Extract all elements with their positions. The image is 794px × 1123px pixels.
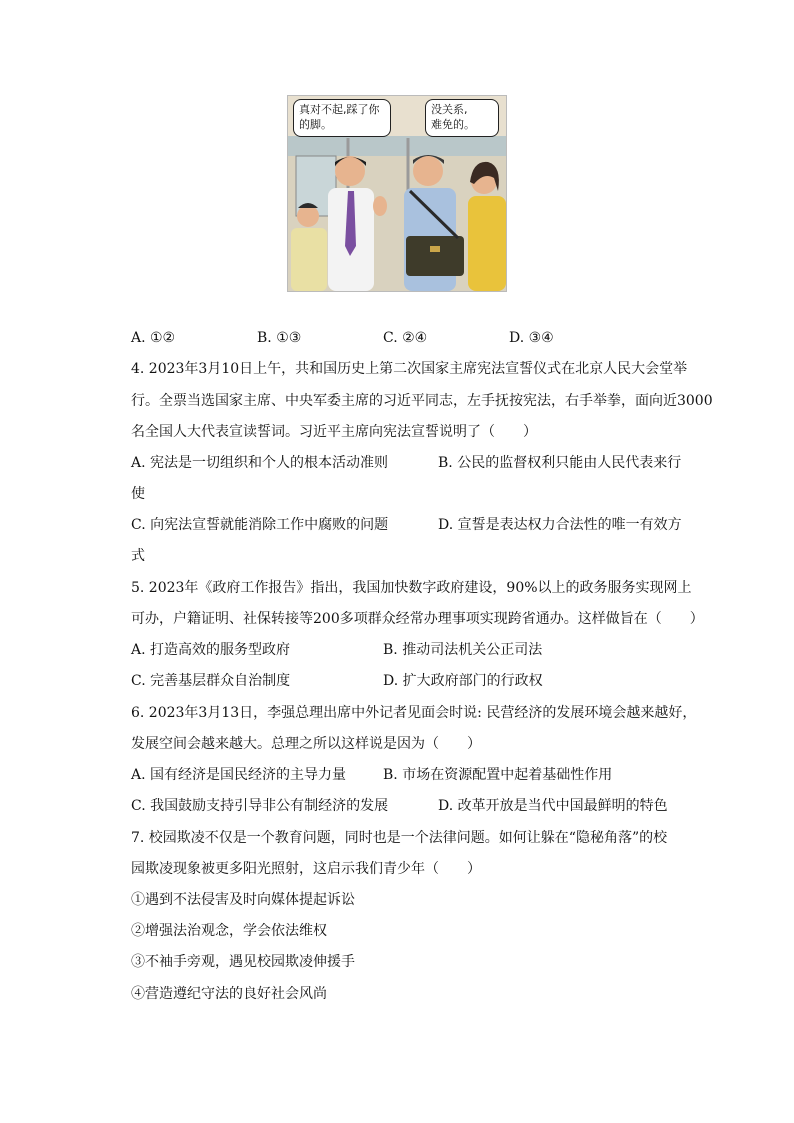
q6-stem-line-2: 发展空间会越来越大。总理之所以这样说是因为（ ） bbox=[131, 736, 481, 752]
q5-stem-line-1: 5. 2023年《政府工作报告》指出，我国加快数字政府建设，90%以上的政务服务实现网上 bbox=[131, 580, 692, 596]
q5-option-a: A. 打造高效的服务型政府 bbox=[131, 642, 291, 658]
q4-option-b: B. 公民的监督权利只能由人民代表来行 bbox=[438, 455, 682, 471]
q4-option-b-cont: 使 bbox=[131, 486, 145, 502]
q4-stem-line-3: 名全国人大代表宣读誓词。习近平主席向宪法宣誓说明了（ ） bbox=[131, 424, 537, 440]
q4-stem-line-2: 行。全票当选国家主席、中央军委主席的习近平同志，左手抚按宪法，右手举拳，面向近3000 bbox=[131, 393, 713, 409]
q7-item-1: ①遇到不法侵害及时向媒体提起诉讼 bbox=[131, 892, 355, 908]
comic-illustration bbox=[287, 95, 507, 292]
q4-stem-line-1: 4. 2023年3月10日上午，共和国历史上第二次国家主席宪法宣誓仪式在北京人民大会堂举 bbox=[131, 361, 688, 377]
q5-option-b: B. 推动司法机关公正司法 bbox=[383, 642, 543, 658]
speech-bubble-apology: 真对不起,踩了你 的脚。 bbox=[293, 99, 391, 137]
q7-item-2: ②增强法治观念，学会依法维权 bbox=[131, 923, 327, 939]
q6-stem-line-1: 6. 2023年3月13日，李强总理出席中外记者见面会时说: 民营经济的发展环境会越来越好， bbox=[131, 705, 697, 721]
q6-option-a: A. 国有经济是国民经济的主导力量 bbox=[131, 767, 347, 783]
q5-option-d: D. 扩大政府部门的行政权 bbox=[383, 673, 543, 689]
q3-option-d: D. ③④ bbox=[509, 330, 554, 346]
q7-stem-line-2: 园欺凌现象被更多阳光照射，这启示我们青少年（ ） bbox=[131, 861, 481, 877]
q3-option-c: C. ②④ bbox=[383, 330, 428, 346]
q4-option-c: C. 向宪法宣誓就能消除工作中腐败的问题 bbox=[131, 517, 389, 533]
q5-stem-line-2: 可办，户籍证明、社保转接等200多项群众经常办理事项实现跨省通办。这样做旨在（ ） bbox=[131, 611, 704, 627]
q4-option-d-cont: 式 bbox=[131, 548, 145, 564]
q7-item-3: ③不袖手旁观，遇见校园欺凌伸援手 bbox=[131, 954, 355, 970]
q4-option-d: D. 宣誓是表达权力合法性的唯一有效方 bbox=[438, 517, 682, 533]
q6-option-d: D. 改革开放是当代中国最鲜明的特色 bbox=[438, 798, 668, 814]
q7-item-4: ④营造遵纪守法的良好社会风尚 bbox=[131, 986, 327, 1002]
q3-option-a: A. ①② bbox=[131, 330, 176, 346]
q5-option-c: C. 完善基层群众自治制度 bbox=[131, 673, 291, 689]
speech-bubble-reply: 没关系, 难免的。 bbox=[425, 99, 499, 137]
q6-option-b: B. 市场在资源配置中起着基础性作用 bbox=[383, 767, 613, 783]
q4-option-a: A. 宪法是一切组织和个人的根本活动准则 bbox=[131, 455, 389, 471]
q7-stem-line-1: 7. 校园欺凌不仅是一个教育问题，同时也是一个法律问题。如何让躲在“隐秘角落”的校 bbox=[131, 830, 668, 846]
q6-option-c: C. 我国鼓励支持引导非公有制经济的发展 bbox=[131, 798, 389, 814]
q3-option-b: B. ①③ bbox=[257, 330, 302, 346]
